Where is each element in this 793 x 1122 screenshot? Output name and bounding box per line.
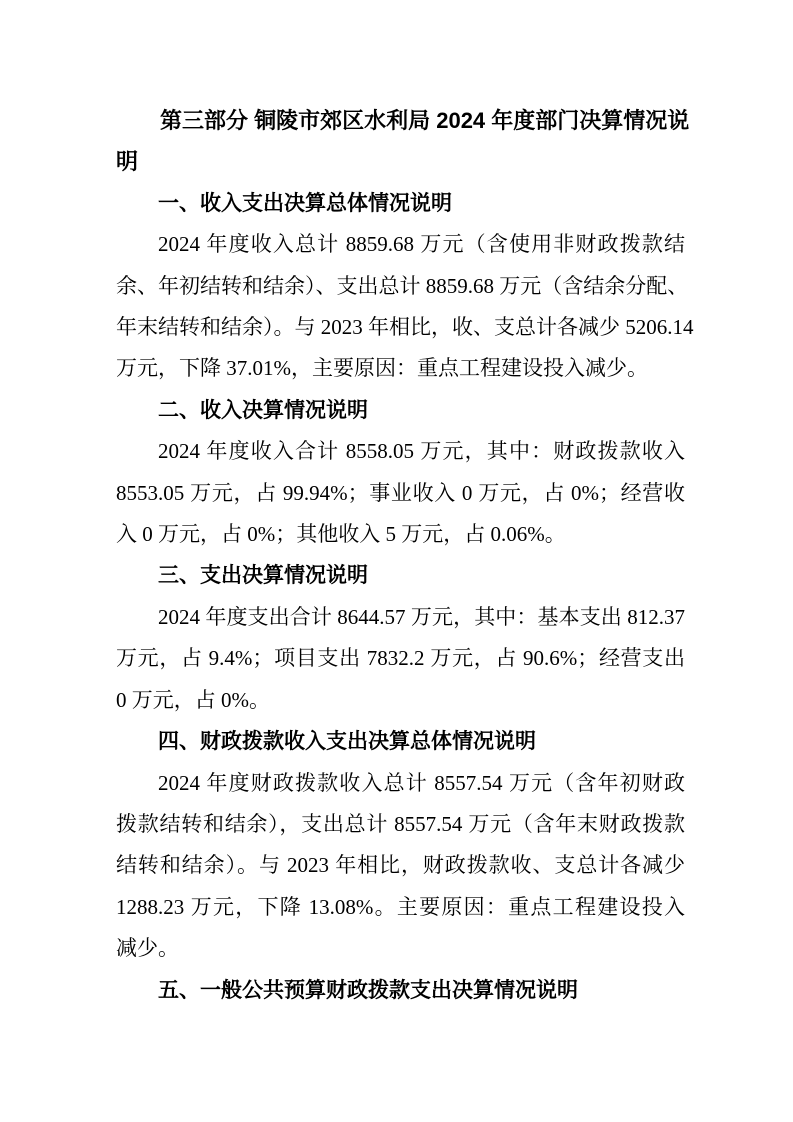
text-line: 减少。	[116, 936, 179, 961]
text-line: 8553.05 万元，占 99.94%；事业收入 0 万元，占 0%；经营收	[116, 480, 685, 505]
text-line: 年末结转和结余）。与 2023 年相比，收、支总计各减少 5206.14	[116, 315, 694, 340]
section-paragraph-3	[116, 597, 685, 721]
section-public-budget-expense	[116, 970, 685, 1011]
text-line: 万元，占 9.4%；项目支出 7832.2 万元，占 90.6%；经营支出	[116, 646, 685, 671]
text-line: 结转和结余）。与 2023 年相比，财政拨款收、支总计各减少	[116, 853, 685, 878]
section-paragraph-1	[116, 224, 694, 390]
section-paragraph-4	[116, 763, 685, 970]
section-heading-5: 五、一般公共预算财政拨款支出决算情况说明	[158, 978, 578, 1002]
text-line: 万元，下降 37.01%，主要原因：重点工程建设投入减少。	[116, 356, 648, 381]
text-line: 0 万元，占 0%。	[116, 687, 270, 712]
text-line: 明	[116, 149, 139, 175]
section-paragraph-2	[116, 431, 685, 555]
document-title	[116, 100, 690, 183]
text-line: 1288.23 万元，下降 13.08%。主要原因：重点工程建设投入	[116, 894, 685, 919]
text-line: 余、年初结转和结余）、支出总计 8859.68 万元（含结余分配、	[116, 273, 689, 298]
text-line: 入 0 万元，占 0%；其他收入 5 万元，占 0.06%。	[116, 522, 566, 547]
text-line: 拨款结转和结余），支出总计 8557.54 万元（含年末财政拨款	[116, 811, 685, 836]
section-fiscal-appropriation-overview	[116, 721, 685, 969]
text-line: 2024 年度收入合计 8558.05 万元，其中：财政拨款收入	[158, 439, 685, 464]
text-line: 2024 年度收入总计 8859.68 万元（含使用非财政拨款结	[158, 232, 685, 257]
section-heading-1: 一、收入支出决算总体情况说明	[158, 191, 452, 215]
section-heading-2: 二、收入决算情况说明	[158, 398, 368, 422]
section-heading-3: 三、支出决算情况说明	[158, 564, 368, 588]
document-content	[116, 100, 694, 1011]
section-heading-4: 四、财政拨款收入支出决算总体情况说明	[158, 730, 536, 754]
section-income-statement	[116, 390, 685, 556]
text-line: 第三部分 铜陵市郊区水利局 2024 年度部门决算情况说	[160, 108, 690, 133]
section-expense-statement	[116, 555, 685, 721]
section-income-expense-overview	[116, 183, 694, 390]
text-line: 2024 年度支出合计 8644.57 万元，其中：基本支出 812.37	[158, 604, 685, 629]
text-line: 2024 年度财政拨款收入总计 8557.54 万元（含年初财政	[158, 770, 685, 795]
